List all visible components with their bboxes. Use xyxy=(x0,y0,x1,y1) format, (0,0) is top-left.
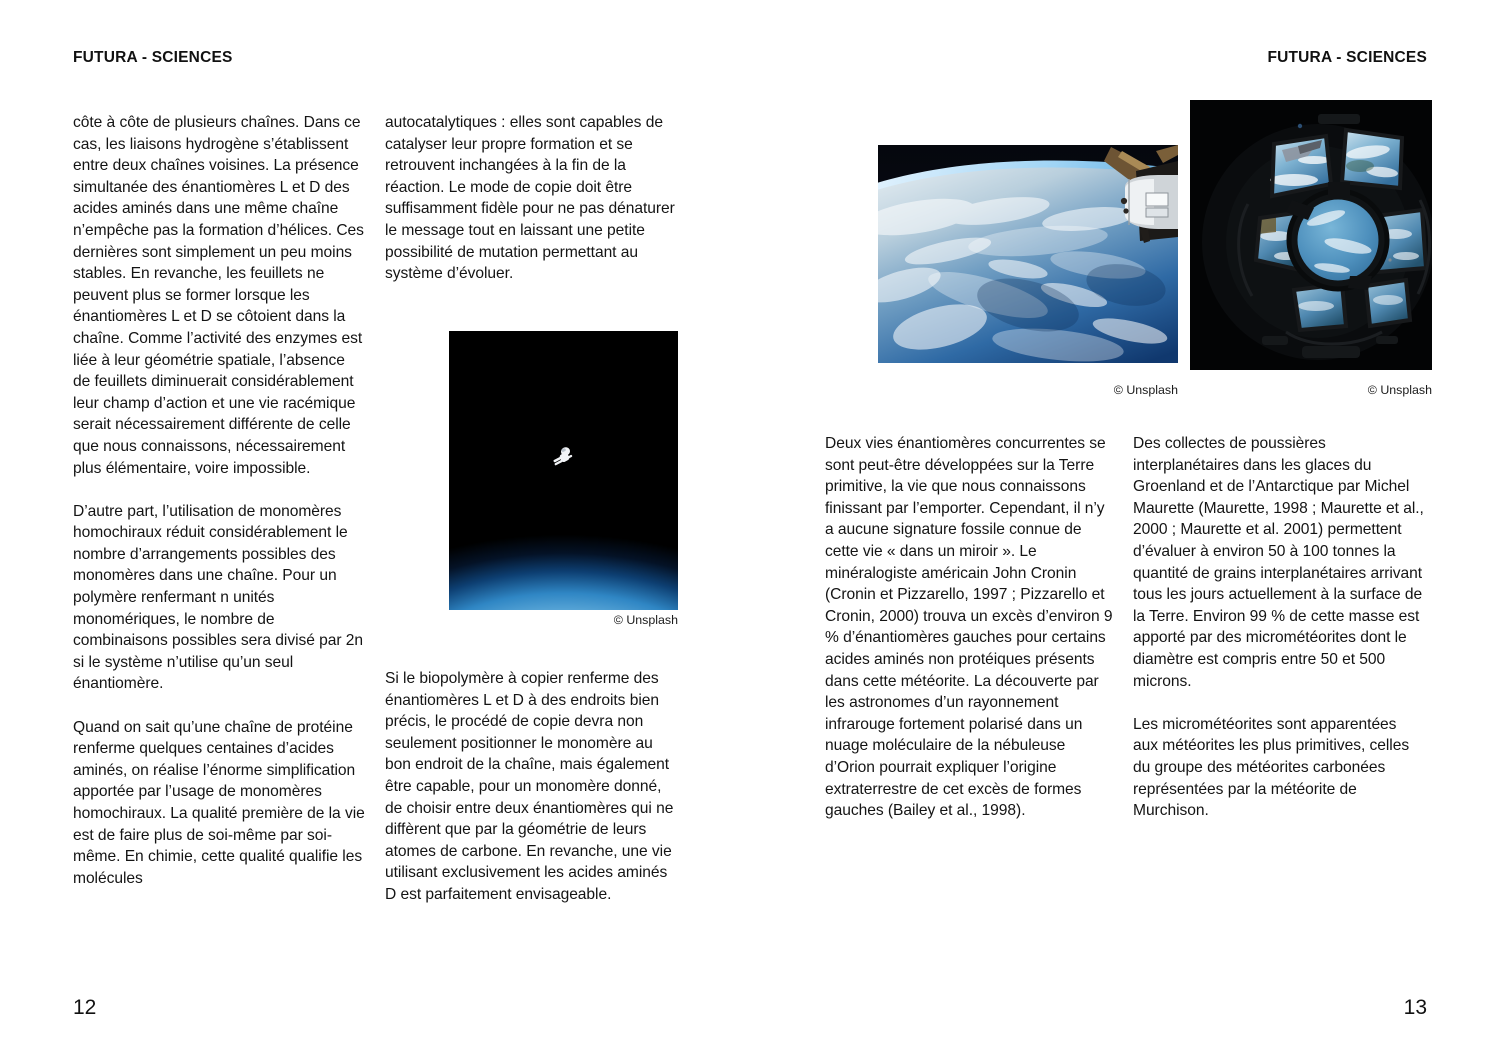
iss-cupola-illustration xyxy=(1190,100,1432,370)
text-column-1 xyxy=(73,112,365,889)
figure-caption-cupola: © Unsplash xyxy=(1367,383,1432,397)
figure-astronaut xyxy=(449,331,678,610)
figure-caption-earth-orbit: © Unsplash xyxy=(1113,383,1178,397)
astronaut-icon xyxy=(550,443,576,473)
figure-earth-orbit xyxy=(878,145,1178,363)
paragraph: Si le biopolymère à copier renferme des énantiomères L et D à des endroits bien précis, le procédé de copie devra non seulement positionner le monomère au bon endroit de la chaîne, mais également être capable, pour un monomère donné, de choisir entre deux énantiomères qui ne diffèrent que par la géométrie de leurs atomes de carbone. En revanche, une vie utilisant exclusivement les acides aminés D est parfaitement envisageable. xyxy=(385,670,674,903)
figure-caption-astronaut: © Unsplash xyxy=(613,613,678,627)
image-earth-orbit xyxy=(878,145,1178,363)
paragraph: Deux vies énantiomères concurrentes se sont peut-être développées sur la Terre primitive, la vie que nous connaissons finissant par l’emporter. Cependant, il n’y a aucune signature fossile connue de cette vie « dans un miroir ». Le minéralogiste américain John Cronin (Cronin et Pizzarello, 1997 ; Pizzarello et Cronin, 2000) trouva un excès d’environ 9 % d’énantiomères gauches pour certains acides aminés non protéiques présents dans cette météorite. La découverte par les astronomes d’un rayonnement infrarouge fortement polarisé dans un nuage moléculaire de la nébuleuse d’Orion pourrait expliquer l’origine extraterrestre de cet excès de formes gauches (Bailey et al., 1998). xyxy=(825,435,1113,820)
text-column-3 xyxy=(825,433,1113,822)
page-number-left: 12 xyxy=(73,996,97,1019)
paragraph: autocatalytiques : elles sont capables de catalyser leur propre formation et se retrouvent inchangées à la fin de la réaction. Le mode de copie doit être suffisamment fidèle pour ne pas dénaturer le message tout en laissant une petite possibilité de mutation permettant au système d’évoluer. xyxy=(385,114,675,283)
figure-cupola xyxy=(1190,100,1432,370)
paragraph: côte à côte de plusieurs chaînes. Dans ce cas, les liaisons hydrogène s’établissent entre deux chaînes voisines. La présence simultanée des énantiomères L et D des acides aminés dans une même chaîne n’empêche pas la formation d’hélices. Ces dernières sont simplement un peu moins stables. En revanche, les feuillets ne peuvent plus se former lorsque les énantiomères L et D se côtoient dans la chaîne. Comme l’activité des enzymes est liée à leur géométrie spatiale, l’absence de feuillets diminuerait considérablement leur champ d’action et une vie racémique serait nécessairement différente de celle que nous connaissons, nécessairement plus élémentaire, voire impossible. xyxy=(73,114,364,477)
paragraph: Quand on sait qu’une chaîne de protéine renferme quelques centaines d’acides aminés, on réalise l’énorme simplification apportée par l’usage de monomères homochiraux. La qualité première de la vie est de faire plus de soi-même par soi-même. En chimie, cette qualité qualifie les molécules xyxy=(73,718,365,887)
text-column-4 xyxy=(1133,433,1425,822)
paragraph: Des collectes de poussières interplanétaires dans les glaces du Groenland et de l’Antarctique par Michel Maurette (Maurette, 1998 ; Maurette et al., 2000 ; Maurette et al. 2001) permettent d’évaluer à environ 50 à 100 tonnes la quantité de grains interplanétaires arrivant tous les jours actuellement à la surface de la Terre. Environ 99 % de cette masse est apporté par des micrométéorites dont le diamètre est compris entre 50 et 500 microns. xyxy=(1133,435,1424,690)
text-column-2 xyxy=(385,112,677,285)
image-astronaut xyxy=(449,331,678,610)
paragraph: Les micrométéorites sont apparentées aux météorites les plus primitives, celles du groupe des météorites carbonées représentées par la météorite de Murchison. xyxy=(1133,715,1410,820)
text-column-2-lower xyxy=(385,668,677,906)
running-head-left: FUTURA - SCIENCES xyxy=(73,49,233,66)
earth-from-orbit-illustration xyxy=(878,145,1178,363)
paragraph: D’autre part, l’utilisation de monomères homochiraux réduit considérablement le nombre d’arrangements possibles des monomères dans une chaîne. Pour un polymère renfermant n unités monomériques, le nombre de combinaisons possibles sera divisé par 2n si le système n’utilise qu’un seul énantiomère. xyxy=(73,502,364,693)
page-number-right: 13 xyxy=(1403,996,1427,1019)
running-head-right: FUTURA - SCIENCES xyxy=(1267,49,1427,66)
image-cupola xyxy=(1190,100,1432,370)
